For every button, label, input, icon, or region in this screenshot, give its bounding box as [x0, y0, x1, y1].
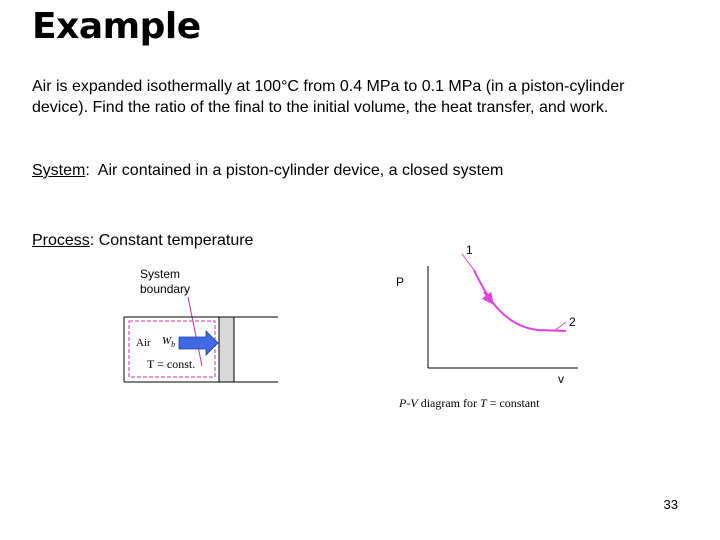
process-text: Constant temperature: [94, 232, 254, 249]
process-colon: :: [89, 232, 95, 249]
system-colon: :: [85, 162, 90, 179]
pv-pressure-axis-label: P: [396, 275, 405, 289]
process-label: Process: [32, 232, 90, 249]
system-label: System: [32, 162, 86, 179]
system-text: Air contained in a piston-cylinder device, a closed system: [89, 162, 504, 179]
pv-volume-axis-label: v: [558, 372, 564, 386]
boundary-leader-line: [188, 297, 202, 366]
point1-label: 1: [466, 243, 473, 257]
slide-title: Example: [32, 6, 201, 47]
air-label: Air: [136, 337, 151, 349]
work-label: $W_b$: [162, 335, 176, 350]
system-boundary-label: System boundary: [140, 267, 191, 296]
piston: [219, 317, 234, 382]
problem-statement: Air is expanded isothermally at 100°C from 0.4 MPa to 0.1 MPa (in a piston-cylinder device). Find the ratio of the final to the initial volume, the heat transfer, and work.: [32, 78, 625, 116]
page-number: 33: [663, 497, 678, 512]
work-arrow: [179, 331, 218, 355]
isotherm-curve: [474, 270, 566, 331]
pv-diagram-caption: P-V diagram for T = constant: [399, 396, 540, 410]
temperature-label: T = const.: [147, 357, 196, 371]
point2-label: 2: [569, 315, 576, 329]
